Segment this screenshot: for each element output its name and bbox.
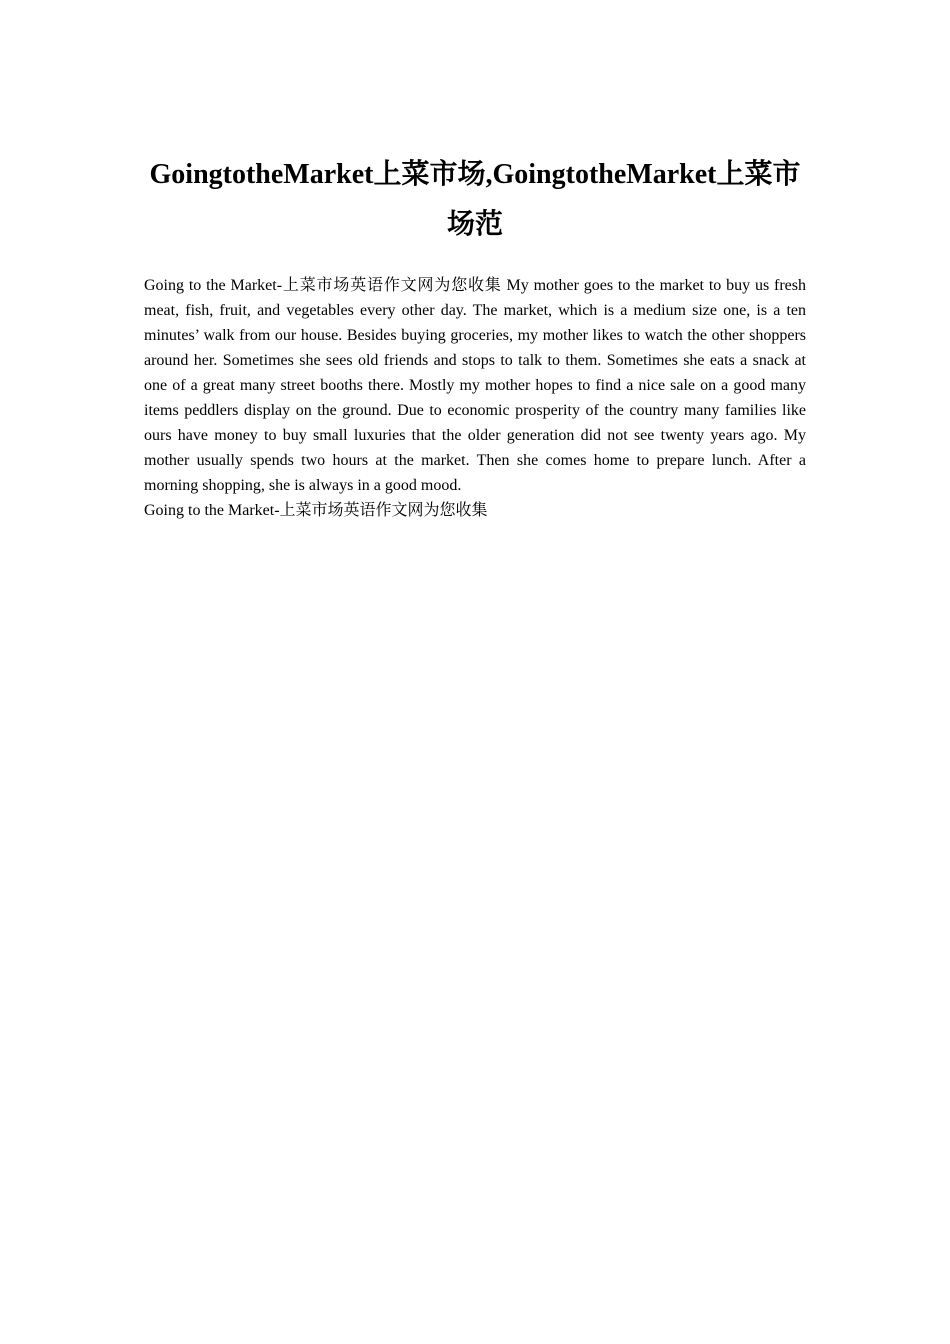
document-body <box>144 273 806 523</box>
body-paragraph: Going to the Market-上菜市场英语作文网为您收集 My mother goes to the market to buy us fresh meat, fish, fruit, and vegetables every other day. The market, which is a medium size one, is a ten minutes’ walk from our house. Besides buying groceries, my mother likes to watch the other shoppers around her. Sometimes she sees old friends and stops to talk to them. Sometimes she eats a snack at one of a great many street booths there. Mostly my mother hopes to find a nice sale on a good many items peddlers display on the ground. Due to economic prosperity of the country many families like ours have money to buy small luxuries that the older generation did not see twenty years ago. My mother usually spends two hours at the market. Then she comes home to prepare lunch. After a morning shopping, she is always in a good mood. <box>144 277 806 494</box>
closing-line: Going to the Market-上菜市场英语作文网为您收集 <box>144 502 488 519</box>
document-title: GoingtotheMarket上菜市场,GoingtotheMarket上菜市场范 <box>149 159 801 240</box>
